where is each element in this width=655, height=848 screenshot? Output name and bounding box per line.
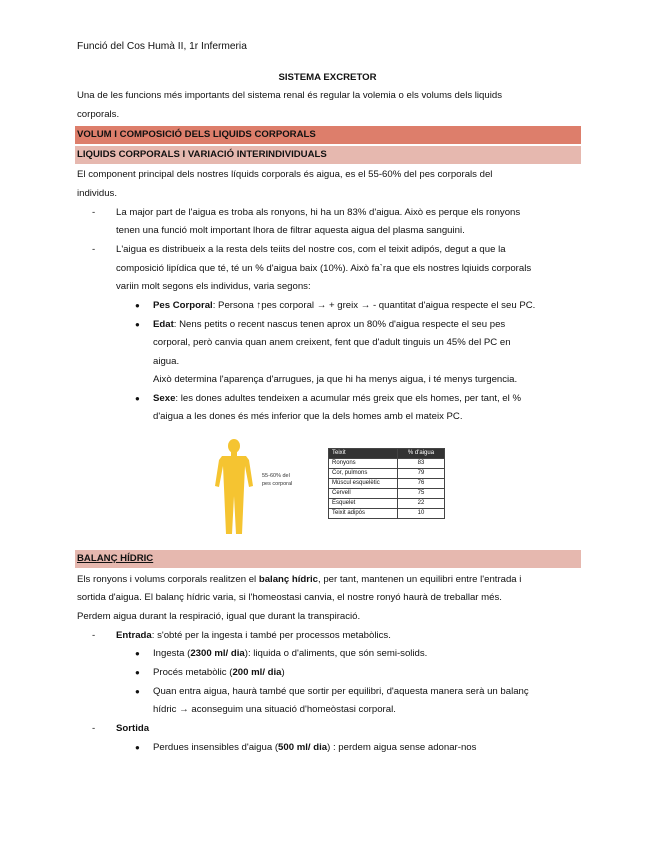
bullet-equilibri-line-1: Quan entra aigua, haurà també que sortir per equilibri, d'aquesta manera serà un balanç bbox=[153, 686, 529, 697]
balanc-para-line-1: Els ronyons i volums corporals realitzen el balanç hídric, per tant, mantenen un equilibri entre l'entrada i bbox=[77, 574, 522, 585]
table-cell: Múscul esquelètic bbox=[329, 479, 398, 489]
bullet-dot: ● bbox=[135, 394, 140, 403]
figure-label-line: 55-60% del bbox=[262, 473, 290, 479]
bullet-dot: ● bbox=[135, 668, 140, 677]
page-title: SISTEMA EXCRETOR bbox=[278, 72, 377, 83]
bullet-text: : les dones adultes tendeixen a acumular més greix que els homes, per tant, el % bbox=[175, 393, 521, 404]
table-row bbox=[329, 499, 445, 509]
water-content-table bbox=[328, 448, 445, 519]
table-cell: Teixit adipós bbox=[329, 509, 398, 519]
section-heading-volum: VOLUM I COMPOSICIÓ DELS LIQUIDS CORPORALS bbox=[75, 126, 581, 144]
table-row bbox=[329, 469, 445, 479]
bullet-label: Pes Corporal bbox=[153, 300, 213, 311]
dash2-line-2: composició lipídica que té, té un % d'aigua baix (10%). Això fa`ra que els nostres lqiuids corporals bbox=[116, 263, 532, 274]
table-cell: Cervell bbox=[329, 489, 398, 499]
figure-label bbox=[262, 472, 292, 488]
bullet-pes-corporal bbox=[153, 297, 583, 316]
dash1-line-2: tenen una funció molt important lhora de filtrar aquesta aigua del plasma sanguini. bbox=[116, 225, 465, 236]
bullet-proces-metabolic: Procés metabòlic (200 ml/ dia) bbox=[153, 667, 285, 678]
table-cell: 22 bbox=[398, 499, 445, 509]
table-cell: 76 bbox=[398, 479, 445, 489]
balanc-para-line-2: sortida d'aigua. El balanç hídric varia, si l'homeostasi canvia, el nostre ronyó haurà de treballar més. bbox=[77, 592, 502, 603]
table-header-cell: Teixit bbox=[329, 449, 398, 459]
page-header: Funció del Cos Humà II, 1r Infermeria bbox=[77, 41, 247, 52]
table-row bbox=[329, 479, 445, 489]
table-cell: 10 bbox=[398, 509, 445, 519]
table-row bbox=[329, 489, 445, 499]
dash-marker: - bbox=[92, 723, 96, 734]
table-cell: Cor, pulmons bbox=[329, 469, 398, 479]
bullet-dot: ● bbox=[135, 301, 140, 310]
dash2-line-3: variin molt segons els individus, varia segons: bbox=[116, 281, 311, 292]
intro-line-1: Una de les funcions més importants del sistema renal és regular la volemia o els volums dels liquids bbox=[77, 90, 502, 101]
human-body-figure bbox=[212, 438, 256, 536]
bullet-label: Sexe bbox=[153, 393, 176, 404]
dash1-line-1: La major part de l'aigua es troba als ronyons, hi ha un 83% d'aigua. Això es perque els ronyons bbox=[116, 207, 521, 218]
table-row bbox=[329, 459, 445, 469]
dash-marker: - bbox=[92, 244, 96, 255]
dash-marker: - bbox=[92, 207, 96, 218]
bullet-dot: ● bbox=[135, 320, 140, 329]
entrada-line: Entrada: s'obté per la ingesta i també per processos metabòlics. bbox=[116, 630, 391, 641]
table-header-cell: % d'aigua bbox=[398, 449, 445, 459]
table-header-row bbox=[329, 449, 445, 459]
table-cell: 83 bbox=[398, 459, 445, 469]
dash2-line-1: L'aigua es distribueix a la resta dels teiits del nostre cos, com el teixit adipós, degut a que la bbox=[116, 244, 506, 255]
bullet-sexe bbox=[153, 390, 583, 409]
bullet-edat-line-4: Això determina l'aparença d'arrugues, ja que hi ha menys aigua, i té menys turgencia. bbox=[153, 374, 518, 385]
bullet-edat-line-2: corporal, però canvia quan anem creixent, fent que d'adult tinguis un 45% del PC en bbox=[153, 337, 511, 348]
intro-line-2: corporals. bbox=[77, 109, 120, 120]
subsection-heading-liquids: LIQUIDS CORPORALS I VARIACIÓ INTERINDIVIDUALS bbox=[75, 146, 581, 164]
balanc-para-line-3: Perdem aigua durant la respiració, igual que durant la transpiració. bbox=[77, 611, 361, 622]
para-line-2: individus. bbox=[77, 188, 117, 199]
table-row bbox=[329, 509, 445, 519]
section-heading-text: BALANÇ HÍDRIC bbox=[77, 553, 154, 564]
bullet-perdues: Perdues insensibles d'aigua (500 ml/ dia) : perdem aigua sense adonar-nos bbox=[153, 742, 477, 753]
bullet-dot: ● bbox=[135, 687, 140, 696]
bullet-text: : Nens petits o recent nascus tenen aprox un 80% d'aigua respecte el seu pes bbox=[173, 319, 506, 330]
bullet-label: Edat bbox=[153, 319, 174, 330]
figure-label-line: pes corporal bbox=[262, 481, 293, 487]
table-cell: Esquelet bbox=[329, 499, 398, 509]
para-line-1: El component principal dels nostres líquids corporals és aigua, es el 55-60% del pes corporals del bbox=[77, 169, 493, 180]
bullet-ingesta: Ingesta (2300 ml/ dia): liquida o d'aliments, que són semi-solids. bbox=[153, 648, 428, 659]
bullet-equilibri-line-2: hídric → aconseguim una situació d'homeòstasi corporal. bbox=[153, 704, 396, 715]
bullet-edat bbox=[153, 316, 583, 335]
table-cell: 75 bbox=[398, 489, 445, 499]
bullet-edat-line-3: aigua. bbox=[153, 356, 180, 367]
dash-marker: - bbox=[92, 630, 96, 641]
section-heading-balanc bbox=[75, 550, 581, 568]
bullet-dot: ● bbox=[135, 649, 140, 658]
sortida-line: Sortida bbox=[116, 723, 150, 734]
table-cell: 79 bbox=[398, 469, 445, 479]
bullet-dot: ● bbox=[135, 743, 140, 752]
bullet-text: : Persona ↑pes corporal → + greix → - quantitat d'aigua respecte el seu PC. bbox=[212, 300, 536, 311]
bullet-sexe-line-2: d'aigua a les dones és més inferior que la dels homes amb el mateix PC. bbox=[153, 411, 463, 422]
table-cell: Ronyons bbox=[329, 459, 398, 469]
